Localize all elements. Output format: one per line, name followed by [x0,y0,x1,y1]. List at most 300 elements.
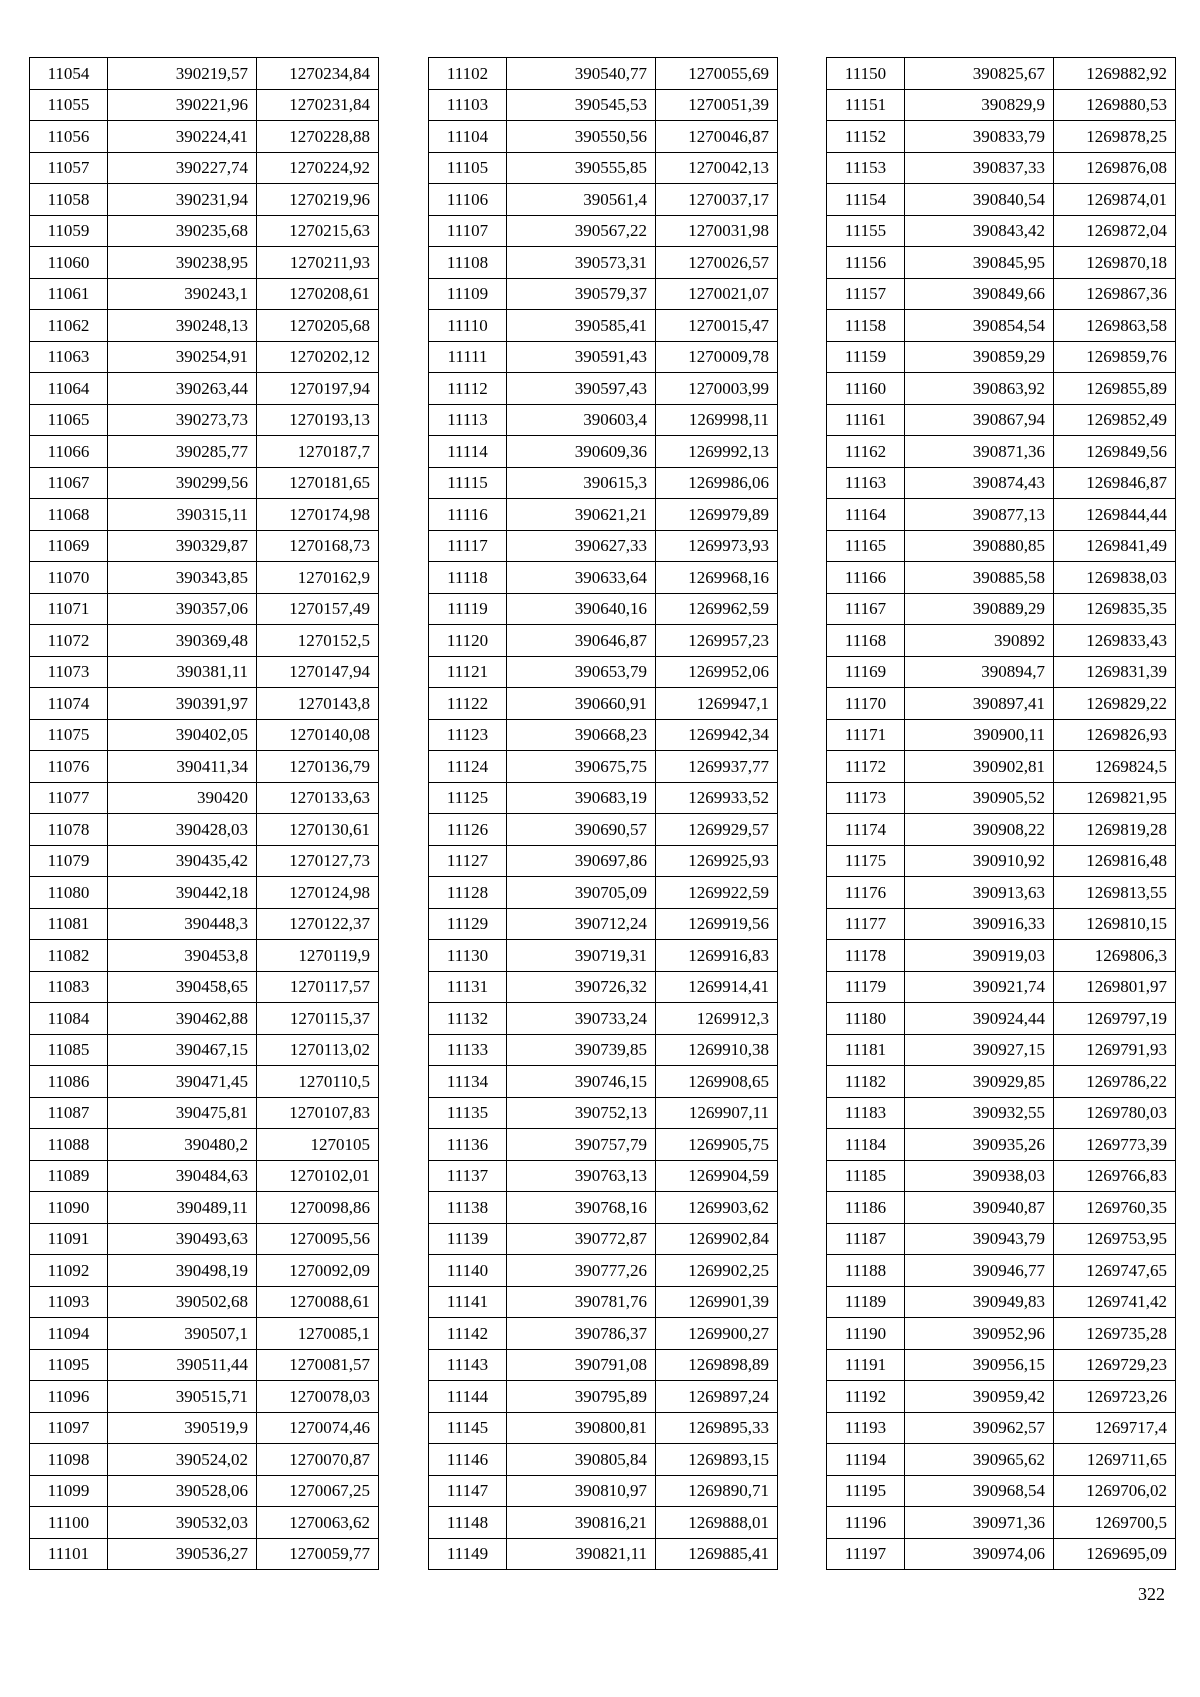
y-coordinate-cell: 1269826,93 [1054,719,1176,751]
point-number-cell: 11119 [429,593,507,625]
table-row [429,625,778,657]
y-coordinate-cell: 1269908,65 [656,1066,778,1098]
point-number-cell: 11063 [30,341,108,373]
table-row [429,1318,778,1350]
y-coordinate-cell: 1270042,13 [656,152,778,184]
point-number-cell: 11188 [827,1255,905,1287]
point-number-cell: 11086 [30,1066,108,1098]
x-coordinate-cell: 390640,16 [507,593,656,625]
x-coordinate-cell: 390458,65 [108,971,257,1003]
point-number-cell: 11069 [30,530,108,562]
table-row [429,499,778,531]
y-coordinate-cell: 1270074,46 [257,1412,379,1444]
table-row [429,1160,778,1192]
y-coordinate-cell: 1270122,37 [257,908,379,940]
point-number-cell: 11062 [30,310,108,342]
x-coordinate-cell: 390489,11 [108,1192,257,1224]
x-coordinate-cell: 390591,43 [507,341,656,373]
table-row [827,1097,1176,1129]
point-number-cell: 11064 [30,373,108,405]
point-number-cell: 11073 [30,656,108,688]
x-coordinate-cell: 390402,05 [108,719,257,751]
x-coordinate-cell: 390231,94 [108,184,257,216]
point-number-cell: 11138 [429,1192,507,1224]
point-number-cell: 11143 [429,1349,507,1381]
point-number-cell: 11131 [429,971,507,1003]
y-coordinate-cell: 1270107,83 [257,1097,379,1129]
y-coordinate-cell: 1270140,08 [257,719,379,751]
table-row [429,1097,778,1129]
x-coordinate-cell: 390448,3 [108,908,257,940]
x-coordinate-cell: 390897,41 [905,688,1054,720]
x-coordinate-cell: 390919,03 [905,940,1054,972]
table-row [429,688,778,720]
x-coordinate-cell: 390480,2 [108,1129,257,1161]
y-coordinate-cell: 1269813,55 [1054,877,1176,909]
point-number-cell: 11108 [429,247,507,279]
point-number-cell: 11148 [429,1507,507,1539]
point-number-cell: 11177 [827,908,905,940]
table-body [30,58,379,1570]
y-coordinate-cell: 1269986,06 [656,467,778,499]
point-number-cell: 11115 [429,467,507,499]
point-number-cell: 11088 [30,1129,108,1161]
table-row [30,1507,379,1539]
point-number-cell: 11150 [827,58,905,90]
y-coordinate-cell: 1269849,56 [1054,436,1176,468]
y-coordinate-cell: 1270133,63 [257,782,379,814]
table-row [30,1097,379,1129]
x-coordinate-cell: 390285,77 [108,436,257,468]
table-row [827,1192,1176,1224]
y-coordinate-cell: 1269942,34 [656,719,778,751]
y-coordinate-cell: 1269838,03 [1054,562,1176,594]
point-number-cell: 11191 [827,1349,905,1381]
x-coordinate-cell: 390329,87 [108,530,257,562]
point-number-cell: 11093 [30,1286,108,1318]
x-coordinate-cell: 390579,37 [507,278,656,310]
x-coordinate-cell: 390949,83 [905,1286,1054,1318]
table-row [30,152,379,184]
point-number-cell: 11173 [827,782,905,814]
x-coordinate-cell: 390956,15 [905,1349,1054,1381]
table-row [827,1381,1176,1413]
y-coordinate-cell: 1270208,61 [257,278,379,310]
x-coordinate-cell: 390810,97 [507,1475,656,1507]
table-row [429,971,778,1003]
table-row [30,404,379,436]
x-coordinate-cell: 390615,3 [507,467,656,499]
y-coordinate-cell: 1269801,97 [1054,971,1176,1003]
point-number-cell: 11186 [827,1192,905,1224]
point-number-cell: 11081 [30,908,108,940]
table-row [429,436,778,468]
point-number-cell: 11165 [827,530,905,562]
table-row [827,1475,1176,1507]
y-coordinate-cell: 1269929,57 [656,814,778,846]
y-coordinate-cell: 1270051,39 [656,89,778,121]
point-number-cell: 11082 [30,940,108,972]
y-coordinate-cell: 1269766,83 [1054,1160,1176,1192]
table-row [827,1255,1176,1287]
point-number-cell: 11136 [429,1129,507,1161]
y-coordinate-cell: 1269695,09 [1054,1538,1176,1570]
x-coordinate-cell: 390603,4 [507,404,656,436]
x-coordinate-cell: 390900,11 [905,719,1054,751]
x-coordinate-cell: 390863,92 [905,373,1054,405]
y-coordinate-cell: 1270202,12 [257,341,379,373]
point-number-cell: 11087 [30,1097,108,1129]
x-coordinate-cell: 390243,1 [108,278,257,310]
y-coordinate-cell: 1270174,98 [257,499,379,531]
point-number-cell: 11123 [429,719,507,751]
x-coordinate-cell: 390889,29 [905,593,1054,625]
y-coordinate-cell: 1270098,86 [257,1192,379,1224]
x-coordinate-cell: 390726,32 [507,971,656,1003]
table-row [429,845,778,877]
table-row [30,215,379,247]
y-coordinate-cell: 1269947,1 [656,688,778,720]
table-row [429,1444,778,1476]
point-number-cell: 11125 [429,782,507,814]
point-number-cell: 11095 [30,1349,108,1381]
point-number-cell: 11058 [30,184,108,216]
table-row [827,971,1176,1003]
table-row [827,1066,1176,1098]
x-coordinate-cell: 390821,11 [507,1538,656,1570]
y-coordinate-cell: 1270234,84 [257,58,379,90]
table-row [30,184,379,216]
x-coordinate-cell: 390467,15 [108,1034,257,1066]
x-coordinate-cell: 390902,81 [905,751,1054,783]
x-coordinate-cell: 390627,33 [507,530,656,562]
x-coordinate-cell: 390609,36 [507,436,656,468]
y-coordinate-cell: 1270193,13 [257,404,379,436]
x-coordinate-cell: 390248,13 [108,310,257,342]
table-row [827,814,1176,846]
y-coordinate-cell: 1270003,99 [656,373,778,405]
x-coordinate-cell: 390786,37 [507,1318,656,1350]
point-number-cell: 11071 [30,593,108,625]
table-row [429,656,778,688]
x-coordinate-cell: 390660,91 [507,688,656,720]
x-coordinate-cell: 390974,06 [905,1538,1054,1570]
y-coordinate-cell: 1269937,77 [656,751,778,783]
point-number-cell: 11196 [827,1507,905,1539]
table-row [30,593,379,625]
table-row [429,404,778,436]
point-number-cell: 11156 [827,247,905,279]
table-row [827,121,1176,153]
point-number-cell: 11169 [827,656,905,688]
table-row [30,1538,379,1570]
table-row [429,247,778,279]
point-number-cell: 11197 [827,1538,905,1570]
y-coordinate-cell: 1270211,93 [257,247,379,279]
table-row [30,58,379,90]
point-number-cell: 11097 [30,1412,108,1444]
x-coordinate-cell: 390962,57 [905,1412,1054,1444]
y-coordinate-cell: 1269952,06 [656,656,778,688]
x-coordinate-cell: 390874,43 [905,467,1054,499]
y-coordinate-cell: 1270219,96 [257,184,379,216]
table-row [30,1034,379,1066]
y-coordinate-cell: 1269824,5 [1054,751,1176,783]
point-number-cell: 11122 [429,688,507,720]
y-coordinate-cell: 1270092,09 [257,1255,379,1287]
y-coordinate-cell: 1270026,57 [656,247,778,279]
table-row [429,341,778,373]
table-row [30,310,379,342]
x-coordinate-cell: 390938,03 [905,1160,1054,1192]
x-coordinate-cell: 390719,31 [507,940,656,972]
x-coordinate-cell: 390411,34 [108,751,257,783]
point-number-cell: 11076 [30,751,108,783]
table-row [827,1318,1176,1350]
y-coordinate-cell: 1270067,25 [257,1475,379,1507]
x-coordinate-cell: 390880,85 [905,530,1054,562]
x-coordinate-cell: 390515,71 [108,1381,257,1413]
point-number-cell: 11167 [827,593,905,625]
x-coordinate-cell: 390567,22 [507,215,656,247]
y-coordinate-cell: 1269905,75 [656,1129,778,1161]
point-number-cell: 11054 [30,58,108,90]
point-number-cell: 11098 [30,1444,108,1476]
y-coordinate-cell: 1270102,01 [257,1160,379,1192]
x-coordinate-cell: 390825,67 [905,58,1054,90]
table-row [827,278,1176,310]
x-coordinate-cell: 390905,52 [905,782,1054,814]
point-number-cell: 11182 [827,1066,905,1098]
x-coordinate-cell: 390697,86 [507,845,656,877]
y-coordinate-cell: 1270095,56 [257,1223,379,1255]
point-number-cell: 11109 [429,278,507,310]
point-number-cell: 11083 [30,971,108,1003]
table-row [429,1412,778,1444]
table-row [30,373,379,405]
y-coordinate-cell: 1269902,84 [656,1223,778,1255]
y-coordinate-cell: 1270127,73 [257,845,379,877]
y-coordinate-cell: 1270037,17 [656,184,778,216]
y-coordinate-cell: 1270085,1 [257,1318,379,1350]
point-number-cell: 11172 [827,751,905,783]
x-coordinate-cell: 390502,68 [108,1286,257,1318]
table-row [30,1003,379,1035]
point-number-cell: 11166 [827,562,905,594]
y-coordinate-cell: 1270081,57 [257,1349,379,1381]
point-number-cell: 11159 [827,341,905,373]
y-coordinate-cell: 1269922,59 [656,877,778,909]
table-row [429,310,778,342]
x-coordinate-cell: 390683,19 [507,782,656,814]
table-row [30,1412,379,1444]
page-number: 322 [1138,1584,1165,1604]
table-row [827,625,1176,657]
point-number-cell: 11092 [30,1255,108,1287]
point-number-cell: 11089 [30,1160,108,1192]
y-coordinate-cell: 1269973,93 [656,530,778,562]
table-row [827,89,1176,121]
y-coordinate-cell: 1270078,03 [257,1381,379,1413]
x-coordinate-cell: 390442,18 [108,877,257,909]
x-coordinate-cell: 390668,23 [507,719,656,751]
table-row [827,1034,1176,1066]
y-coordinate-cell: 1269773,39 [1054,1129,1176,1161]
point-number-cell: 11105 [429,152,507,184]
x-coordinate-cell: 390545,53 [507,89,656,121]
x-coordinate-cell: 390965,62 [905,1444,1054,1476]
point-number-cell: 11060 [30,247,108,279]
y-coordinate-cell: 1269870,18 [1054,247,1176,279]
x-coordinate-cell: 390791,08 [507,1349,656,1381]
point-number-cell: 11144 [429,1381,507,1413]
x-coordinate-cell: 390946,77 [905,1255,1054,1287]
y-coordinate-cell: 1270181,65 [257,467,379,499]
x-coordinate-cell: 390621,21 [507,499,656,531]
table-row [429,782,778,814]
x-coordinate-cell: 390528,06 [108,1475,257,1507]
table-row [827,1223,1176,1255]
y-coordinate-cell: 1270105 [257,1129,379,1161]
y-coordinate-cell: 1269933,52 [656,782,778,814]
y-coordinate-cell: 1270228,88 [257,121,379,153]
y-coordinate-cell: 1269786,22 [1054,1066,1176,1098]
table-body [827,58,1176,1570]
table-row [429,877,778,909]
y-coordinate-cell: 1269910,38 [656,1034,778,1066]
x-coordinate-cell: 390573,31 [507,247,656,279]
table-row [827,467,1176,499]
table-row [30,719,379,751]
table-row [30,1160,379,1192]
x-coordinate-cell: 390795,89 [507,1381,656,1413]
table-row [30,877,379,909]
table-row [827,1286,1176,1318]
table-row [827,247,1176,279]
table-row [827,1538,1176,1570]
x-coordinate-cell: 390299,56 [108,467,257,499]
x-coordinate-cell: 390854,54 [905,310,1054,342]
point-number-cell: 11056 [30,121,108,153]
y-coordinate-cell: 1269872,04 [1054,215,1176,247]
table-row [30,499,379,531]
point-number-cell: 11061 [30,278,108,310]
y-coordinate-cell: 1269880,53 [1054,89,1176,121]
table-row [827,152,1176,184]
point-number-cell: 11070 [30,562,108,594]
x-coordinate-cell: 390712,24 [507,908,656,940]
x-coordinate-cell: 390532,03 [108,1507,257,1539]
x-coordinate-cell: 390585,41 [507,310,656,342]
x-coordinate-cell: 390871,36 [905,436,1054,468]
x-coordinate-cell: 390224,41 [108,121,257,153]
y-coordinate-cell: 1270215,63 [257,215,379,247]
point-number-cell: 11190 [827,1318,905,1350]
table-row [827,310,1176,342]
y-coordinate-cell: 1270143,8 [257,688,379,720]
table-row [827,908,1176,940]
y-coordinate-cell: 1269841,49 [1054,530,1176,562]
table-row [827,656,1176,688]
point-number-cell: 11100 [30,1507,108,1539]
table-row [30,1475,379,1507]
point-number-cell: 11135 [429,1097,507,1129]
x-coordinate-cell: 390877,13 [905,499,1054,531]
point-number-cell: 11077 [30,782,108,814]
y-coordinate-cell: 1269821,95 [1054,782,1176,814]
point-number-cell: 11104 [429,121,507,153]
y-coordinate-cell: 1269829,22 [1054,688,1176,720]
table-row [429,1223,778,1255]
table-row [30,1066,379,1098]
y-coordinate-cell: 1269897,24 [656,1381,778,1413]
point-number-cell: 11085 [30,1034,108,1066]
point-number-cell: 11149 [429,1538,507,1570]
y-coordinate-cell: 1270115,37 [257,1003,379,1035]
y-coordinate-cell: 1269893,15 [656,1444,778,1476]
x-coordinate-cell: 390221,96 [108,89,257,121]
point-number-cell: 11117 [429,530,507,562]
point-number-cell: 11194 [827,1444,905,1476]
table-row [30,1192,379,1224]
point-number-cell: 11147 [429,1475,507,1507]
x-coordinate-cell: 390932,55 [905,1097,1054,1129]
y-coordinate-cell: 1269831,39 [1054,656,1176,688]
point-number-cell: 11151 [827,89,905,121]
point-number-cell: 11185 [827,1160,905,1192]
table-row [827,1160,1176,1192]
y-coordinate-cell: 1269863,58 [1054,310,1176,342]
table-row [827,845,1176,877]
point-number-cell: 11080 [30,877,108,909]
table-row [30,1381,379,1413]
x-coordinate-cell: 390435,42 [108,845,257,877]
y-coordinate-cell: 1269888,01 [656,1507,778,1539]
y-coordinate-cell: 1269876,08 [1054,152,1176,184]
x-coordinate-cell: 390633,64 [507,562,656,594]
coordinate-table-3 [826,57,1176,1570]
x-coordinate-cell: 390555,85 [507,152,656,184]
x-coordinate-cell: 390391,97 [108,688,257,720]
x-coordinate-cell: 390263,44 [108,373,257,405]
y-coordinate-cell: 1269885,41 [656,1538,778,1570]
y-coordinate-cell: 1269835,35 [1054,593,1176,625]
table-row [827,940,1176,972]
y-coordinate-cell: 1269711,65 [1054,1444,1176,1476]
point-number-cell: 11113 [429,404,507,436]
x-coordinate-cell: 390357,06 [108,593,257,625]
point-number-cell: 11163 [827,467,905,499]
y-coordinate-cell: 1270152,5 [257,625,379,657]
x-coordinate-cell: 390781,76 [507,1286,656,1318]
x-coordinate-cell: 390829,9 [905,89,1054,121]
point-number-cell: 11146 [429,1444,507,1476]
point-number-cell: 11145 [429,1412,507,1444]
x-coordinate-cell: 390916,33 [905,908,1054,940]
point-number-cell: 11158 [827,310,905,342]
x-coordinate-cell: 390381,11 [108,656,257,688]
x-coordinate-cell: 390943,79 [905,1223,1054,1255]
point-number-cell: 11161 [827,404,905,436]
x-coordinate-cell: 390420 [108,782,257,814]
table-row [429,1286,778,1318]
x-coordinate-cell: 390235,68 [108,215,257,247]
point-number-cell: 11141 [429,1286,507,1318]
table-row [429,89,778,121]
x-coordinate-cell: 390484,63 [108,1160,257,1192]
table-row [429,1034,778,1066]
point-number-cell: 11065 [30,404,108,436]
